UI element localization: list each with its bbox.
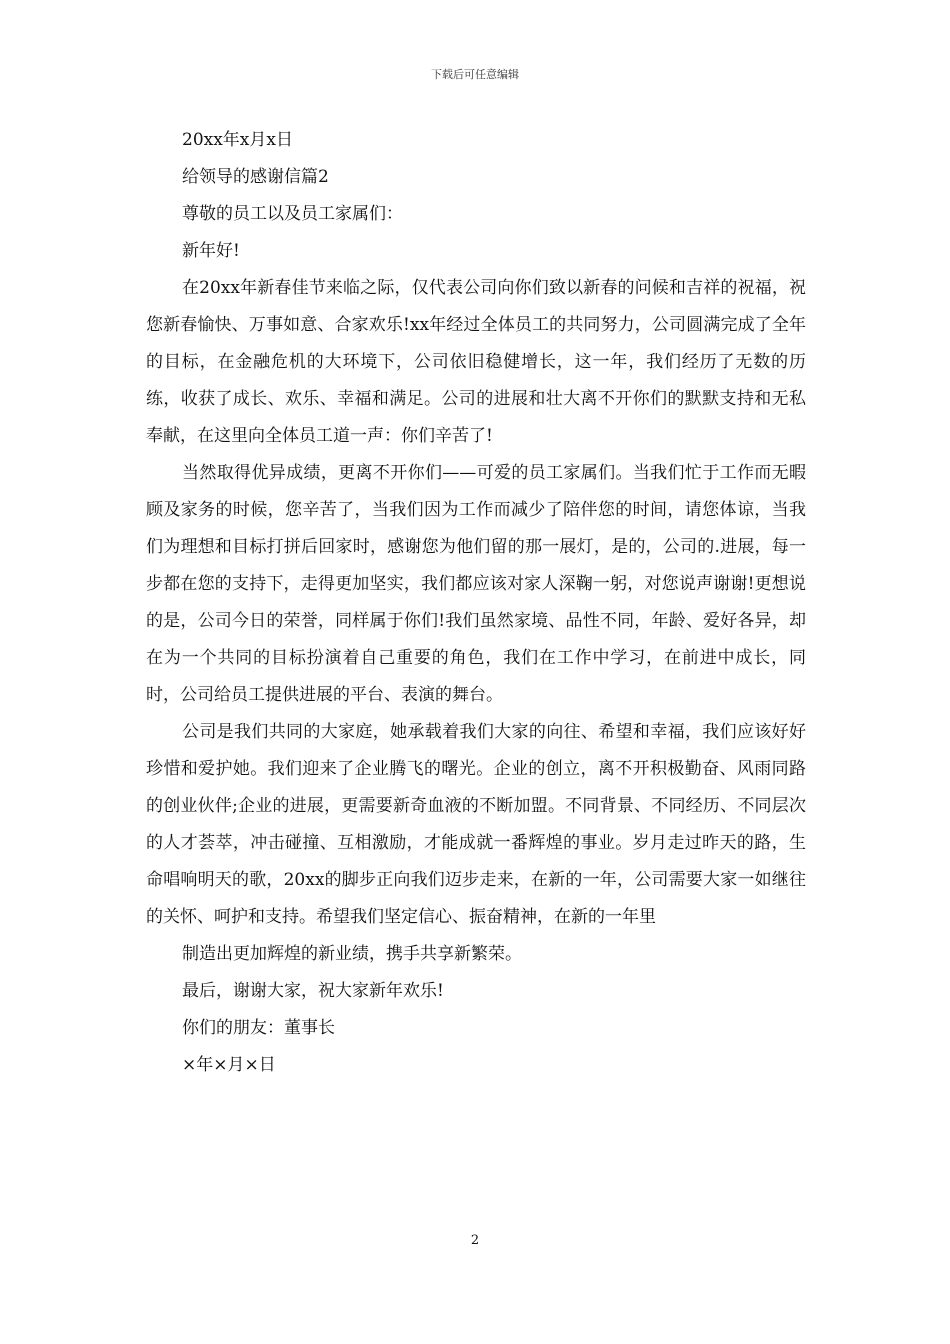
page-header: 下载后可任意编辑 <box>431 68 519 81</box>
letter-signature: 你们的朋友：董事长 <box>182 1018 335 1038</box>
letter-paragraph-3: 公司是我们共同的大家庭，她承载着我们大家的向往、希望和幸福，我们应该好好珍惜和爱护她。我们迎来了企业腾飞的曙光。企业的创立，离不开积极勤奋、风雨同路的创业伙伴;企业的进展，更需要新奇血液的不断加盟。不同背景、不同经历、不同层次的人才荟萃，冲击碰撞、互相激励，才能成就一番辉煌的事业。岁月走过昨天的路，生命唱响明天的歌，20xx的脚步正向我们迈步走来，在新的一年，公司需要大家一如继往的关怀、呵护和支持。希望我们坚定信心、振奋精神，在新的一年里 <box>146 722 806 927</box>
letter-date-bottom: ×年×月×日 <box>182 1055 276 1075</box>
letter-salutation: 尊敬的员工以及员工家属们： <box>182 204 403 224</box>
letter-paragraph-1: 在20xx年新春佳节来临之际，仅代表公司向你们致以新春的问候和吉祥的祝福，祝您新春愉快、万事如意、合家欢乐!xx年经过全体员工的共同努力，公司圆满完成了全年的目标，在金融危机的大环境下，公司依旧稳健增长，这一年，我们经历了无数的历练，收获了成长、欢乐、幸福和满足。公司的进展和壮大离不开你们的默默支持和无私奉献，在这里向全体员工道一声：你们辛苦了! <box>146 278 806 446</box>
letter-date-top: 20xx年x月x日 <box>182 130 293 150</box>
letter-body <box>146 122 806 1084</box>
letter-paragraph-2: 当然取得优异成绩，更离不开你们——可爱的员工家属们。当我们忙于工作而无暇顾及家务的时候，您辛苦了，当我们因为工作而减少了陪伴您的时间，请您体谅，当我们为理想和目标打拼后回家时，感谢您为他们留的那一展灯，是的，公司的.进展，每一步都在您的支持下，走得更加坚实，我们都应该对家人深鞠一躬，对您说声谢谢!更想说的是，公司今日的荣誉，同样属于你们!我们虽然家境、品性不同，年龄、爱好各异，却在为一个共同的目标扮演着自己重要的角色，我们在工作中学习，在前进中成长，同时，公司给员工提供进展的平台、表演的舞台。 <box>146 463 806 705</box>
letter-title: 给领导的感谢信篇2 <box>182 167 329 187</box>
letter-greeting: 新年好! <box>182 241 240 261</box>
page-number: 2 <box>470 1233 480 1248</box>
letter-closing-line-2: 最后，谢谢大家，祝大家新年欢乐! <box>182 981 444 1001</box>
letter-closing-line-1: 制造出更加辉煌的新业绩，携手共享新繁荣。 <box>182 944 522 964</box>
